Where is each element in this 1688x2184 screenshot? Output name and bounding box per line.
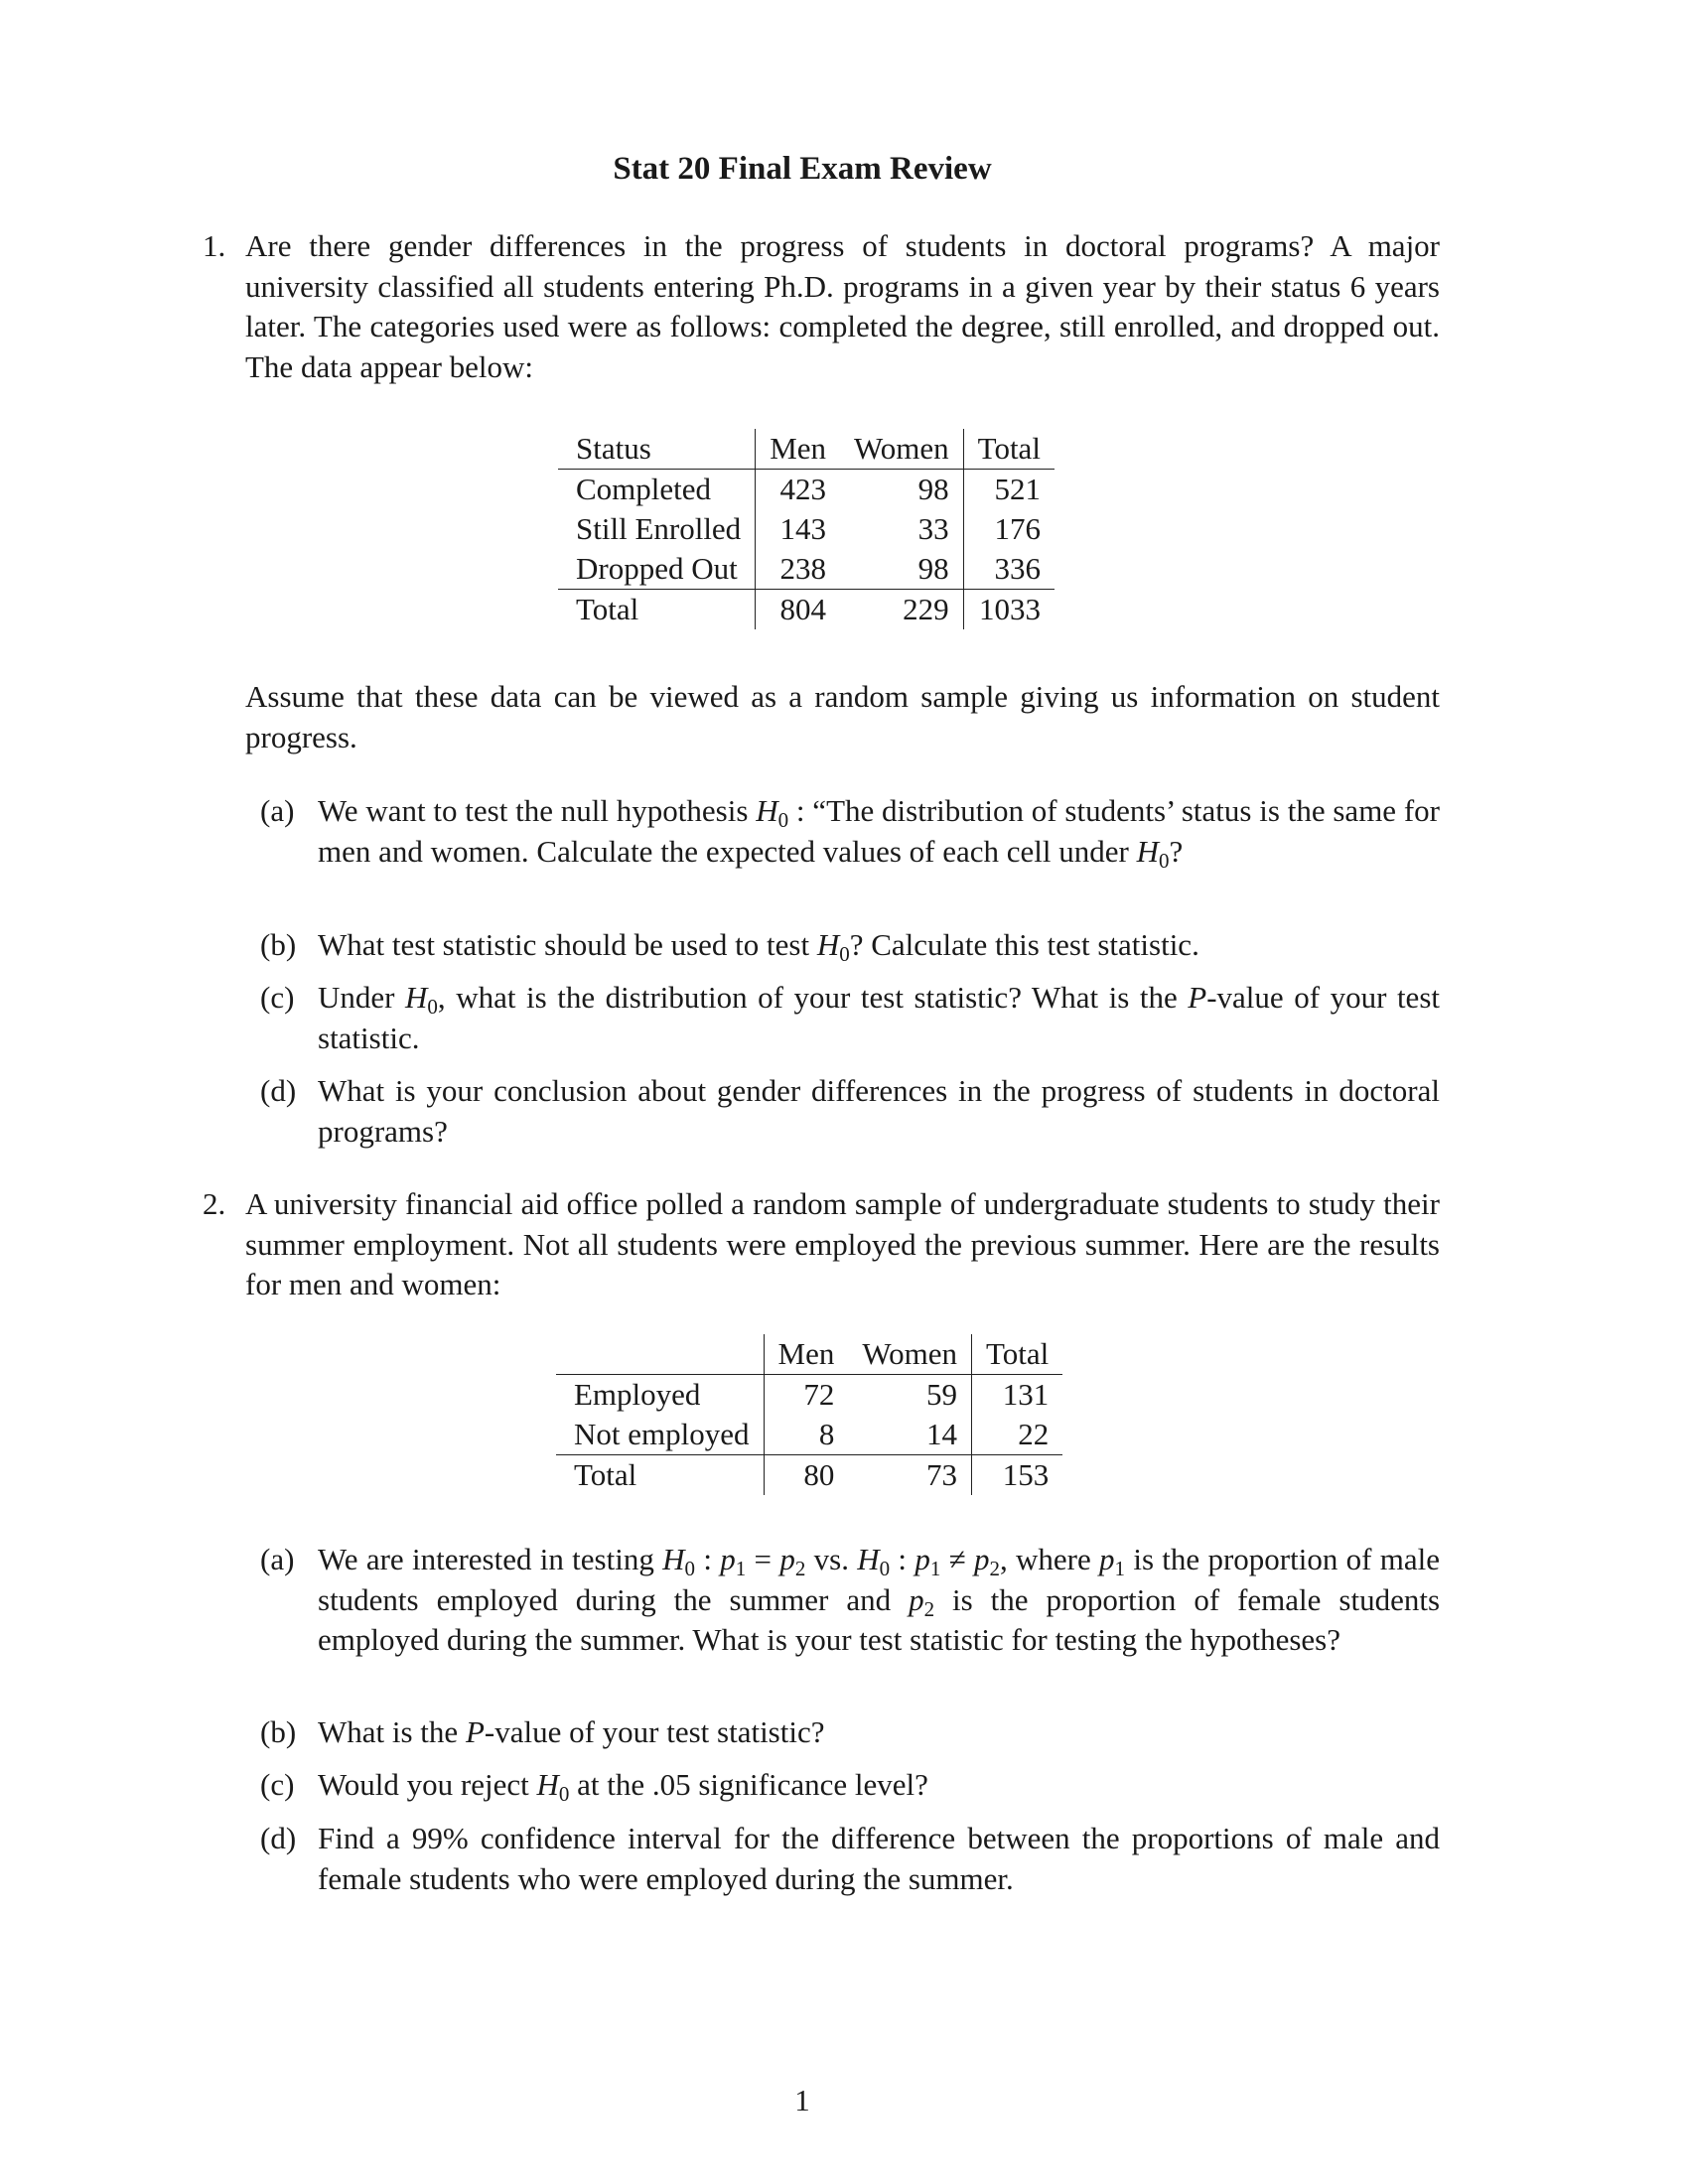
q1-part-c-label: (c) bbox=[260, 980, 295, 1015]
table-cell: Completed bbox=[558, 470, 756, 510]
table-header-cell: Women bbox=[840, 429, 963, 470]
table-cell: 98 bbox=[840, 549, 963, 590]
q2-part-b-label: (b) bbox=[260, 1714, 297, 1749]
q2-part-c-text: Would you reject $H_0$ at the .05 significance level? bbox=[318, 1767, 928, 1806]
table-header-cell: Men bbox=[764, 1334, 848, 1375]
table-cell: 98 bbox=[840, 470, 963, 510]
q2-part-d-label: (d) bbox=[260, 1821, 297, 1855]
q2-part-a-text: We are interested in testing $H_0$ : $p_1 = p_2$ vs. $H_0$ : $p_1 \ne p_2$, where $p_1$ is the proportion of male students employed during the summer and $p_2$ is the proportion of female students employed during the summer. What is your test statistic for testing the hypotheses? bbox=[318, 1542, 1441, 1657]
question-1-assumption: Assume that these data can be viewed as a random sample giving us information on student progress. bbox=[245, 679, 1440, 754]
table-cell: 33 bbox=[840, 509, 963, 549]
table-cell: 59 bbox=[848, 1375, 971, 1416]
table-cell: 804 bbox=[779, 592, 827, 626]
table-row bbox=[556, 1375, 1062, 1416]
page-title: Stat 20 Final Exam Review bbox=[613, 151, 992, 187]
table-header-row bbox=[556, 1334, 1062, 1375]
question-2-intro: A university financial aid office polled a random sample of undergraduate students to study their summer employment. Not all students were employed the previous summer. Here are the results for men and women: bbox=[245, 1186, 1440, 1301]
q2-part-b-text: What is the P-value of your test statistic? bbox=[318, 1714, 825, 1749]
table-cell: Total bbox=[556, 1455, 764, 1496]
table-total-row bbox=[558, 590, 1055, 630]
q1-part-a-text: We want to test the null hypothesis $H_0$ : “The distribution of students’ status is the same for men and women. Calculate the expected values of each cell under $H_0$? bbox=[318, 793, 1441, 873]
q1-part-b-label: (b) bbox=[260, 927, 297, 962]
table-cell: Still Enrolled bbox=[558, 509, 756, 549]
q1-part-b-text: What test statistic should be used to test $H_0$? Calculate this test statistic. bbox=[318, 927, 1199, 966]
table-header-cell: Men bbox=[756, 429, 840, 470]
table-cell: 1033 bbox=[978, 592, 1041, 626]
q2-part-a-label: (a) bbox=[260, 1542, 295, 1576]
table-total-row bbox=[556, 1455, 1062, 1496]
table-header-cell: Women bbox=[848, 1334, 971, 1375]
table-row bbox=[558, 549, 1055, 590]
q1-part-d-text: What is your conclusion about gender differences in the progress of students in doctoral programs? bbox=[318, 1073, 1440, 1149]
table-summer-employment bbox=[556, 1334, 1062, 1495]
table-cell: 153 bbox=[1002, 1457, 1050, 1492]
table-cell: 72 bbox=[803, 1377, 835, 1412]
q1-part-c-text: Under $H_0$, what is the distribution of your test statistic? What is the P-value of your test statistic. bbox=[318, 980, 1440, 1055]
q1-part-d-label: (d) bbox=[260, 1073, 297, 1108]
table-header-cell bbox=[556, 1334, 764, 1375]
table-row bbox=[558, 470, 1055, 510]
q1-part-a-label: (a) bbox=[260, 793, 295, 828]
table-cell: 238 bbox=[756, 549, 840, 590]
table-header-row bbox=[558, 429, 1055, 470]
table-header-cell: Total bbox=[971, 1334, 1062, 1375]
table-cell: 73 bbox=[848, 1455, 971, 1496]
table-cell: 143 bbox=[779, 511, 827, 546]
table-cell: 14 bbox=[848, 1415, 971, 1455]
table-cell: 229 bbox=[840, 590, 963, 630]
table-cell: Employed bbox=[556, 1375, 764, 1416]
table-cell: 80 bbox=[803, 1457, 835, 1492]
table-cell: 131 bbox=[1002, 1377, 1050, 1412]
table-header-cell: Total bbox=[963, 429, 1055, 470]
table-cell: 521 bbox=[994, 472, 1041, 506]
table-cell: 336 bbox=[963, 549, 1055, 590]
q2-part-d-text: Find a 99% confidence interval for the difference between the proportions of male and female students who were employed during the summer. bbox=[318, 1821, 1440, 1896]
question-1-intro: Are there gender differences in the progress of students in doctoral programs? A major university classified all students entering Ph.D. programs in a given year by their status 6 years later. The categories used were as follows: completed the degree, still enrolled, and dropped out. The data appear below: bbox=[245, 228, 1440, 384]
page-number: 1 bbox=[794, 2083, 810, 2117]
table-header-cell: Status bbox=[558, 429, 756, 470]
table-cell: Total bbox=[558, 590, 756, 630]
table-cell: Dropped Out bbox=[558, 549, 756, 590]
q2-part-c-label: (c) bbox=[260, 1767, 295, 1802]
table-cell: 22 bbox=[971, 1415, 1062, 1455]
table-cell: 8 bbox=[764, 1415, 848, 1455]
table-row bbox=[558, 509, 1055, 549]
question-1-number: 1. bbox=[203, 228, 226, 263]
table-cell: 423 bbox=[779, 472, 827, 506]
question-2-number: 2. bbox=[203, 1186, 226, 1221]
table-row bbox=[556, 1415, 1062, 1455]
table-cell: 176 bbox=[994, 511, 1041, 546]
table-phd-status bbox=[558, 429, 1055, 629]
table-cell: Not employed bbox=[556, 1415, 764, 1455]
